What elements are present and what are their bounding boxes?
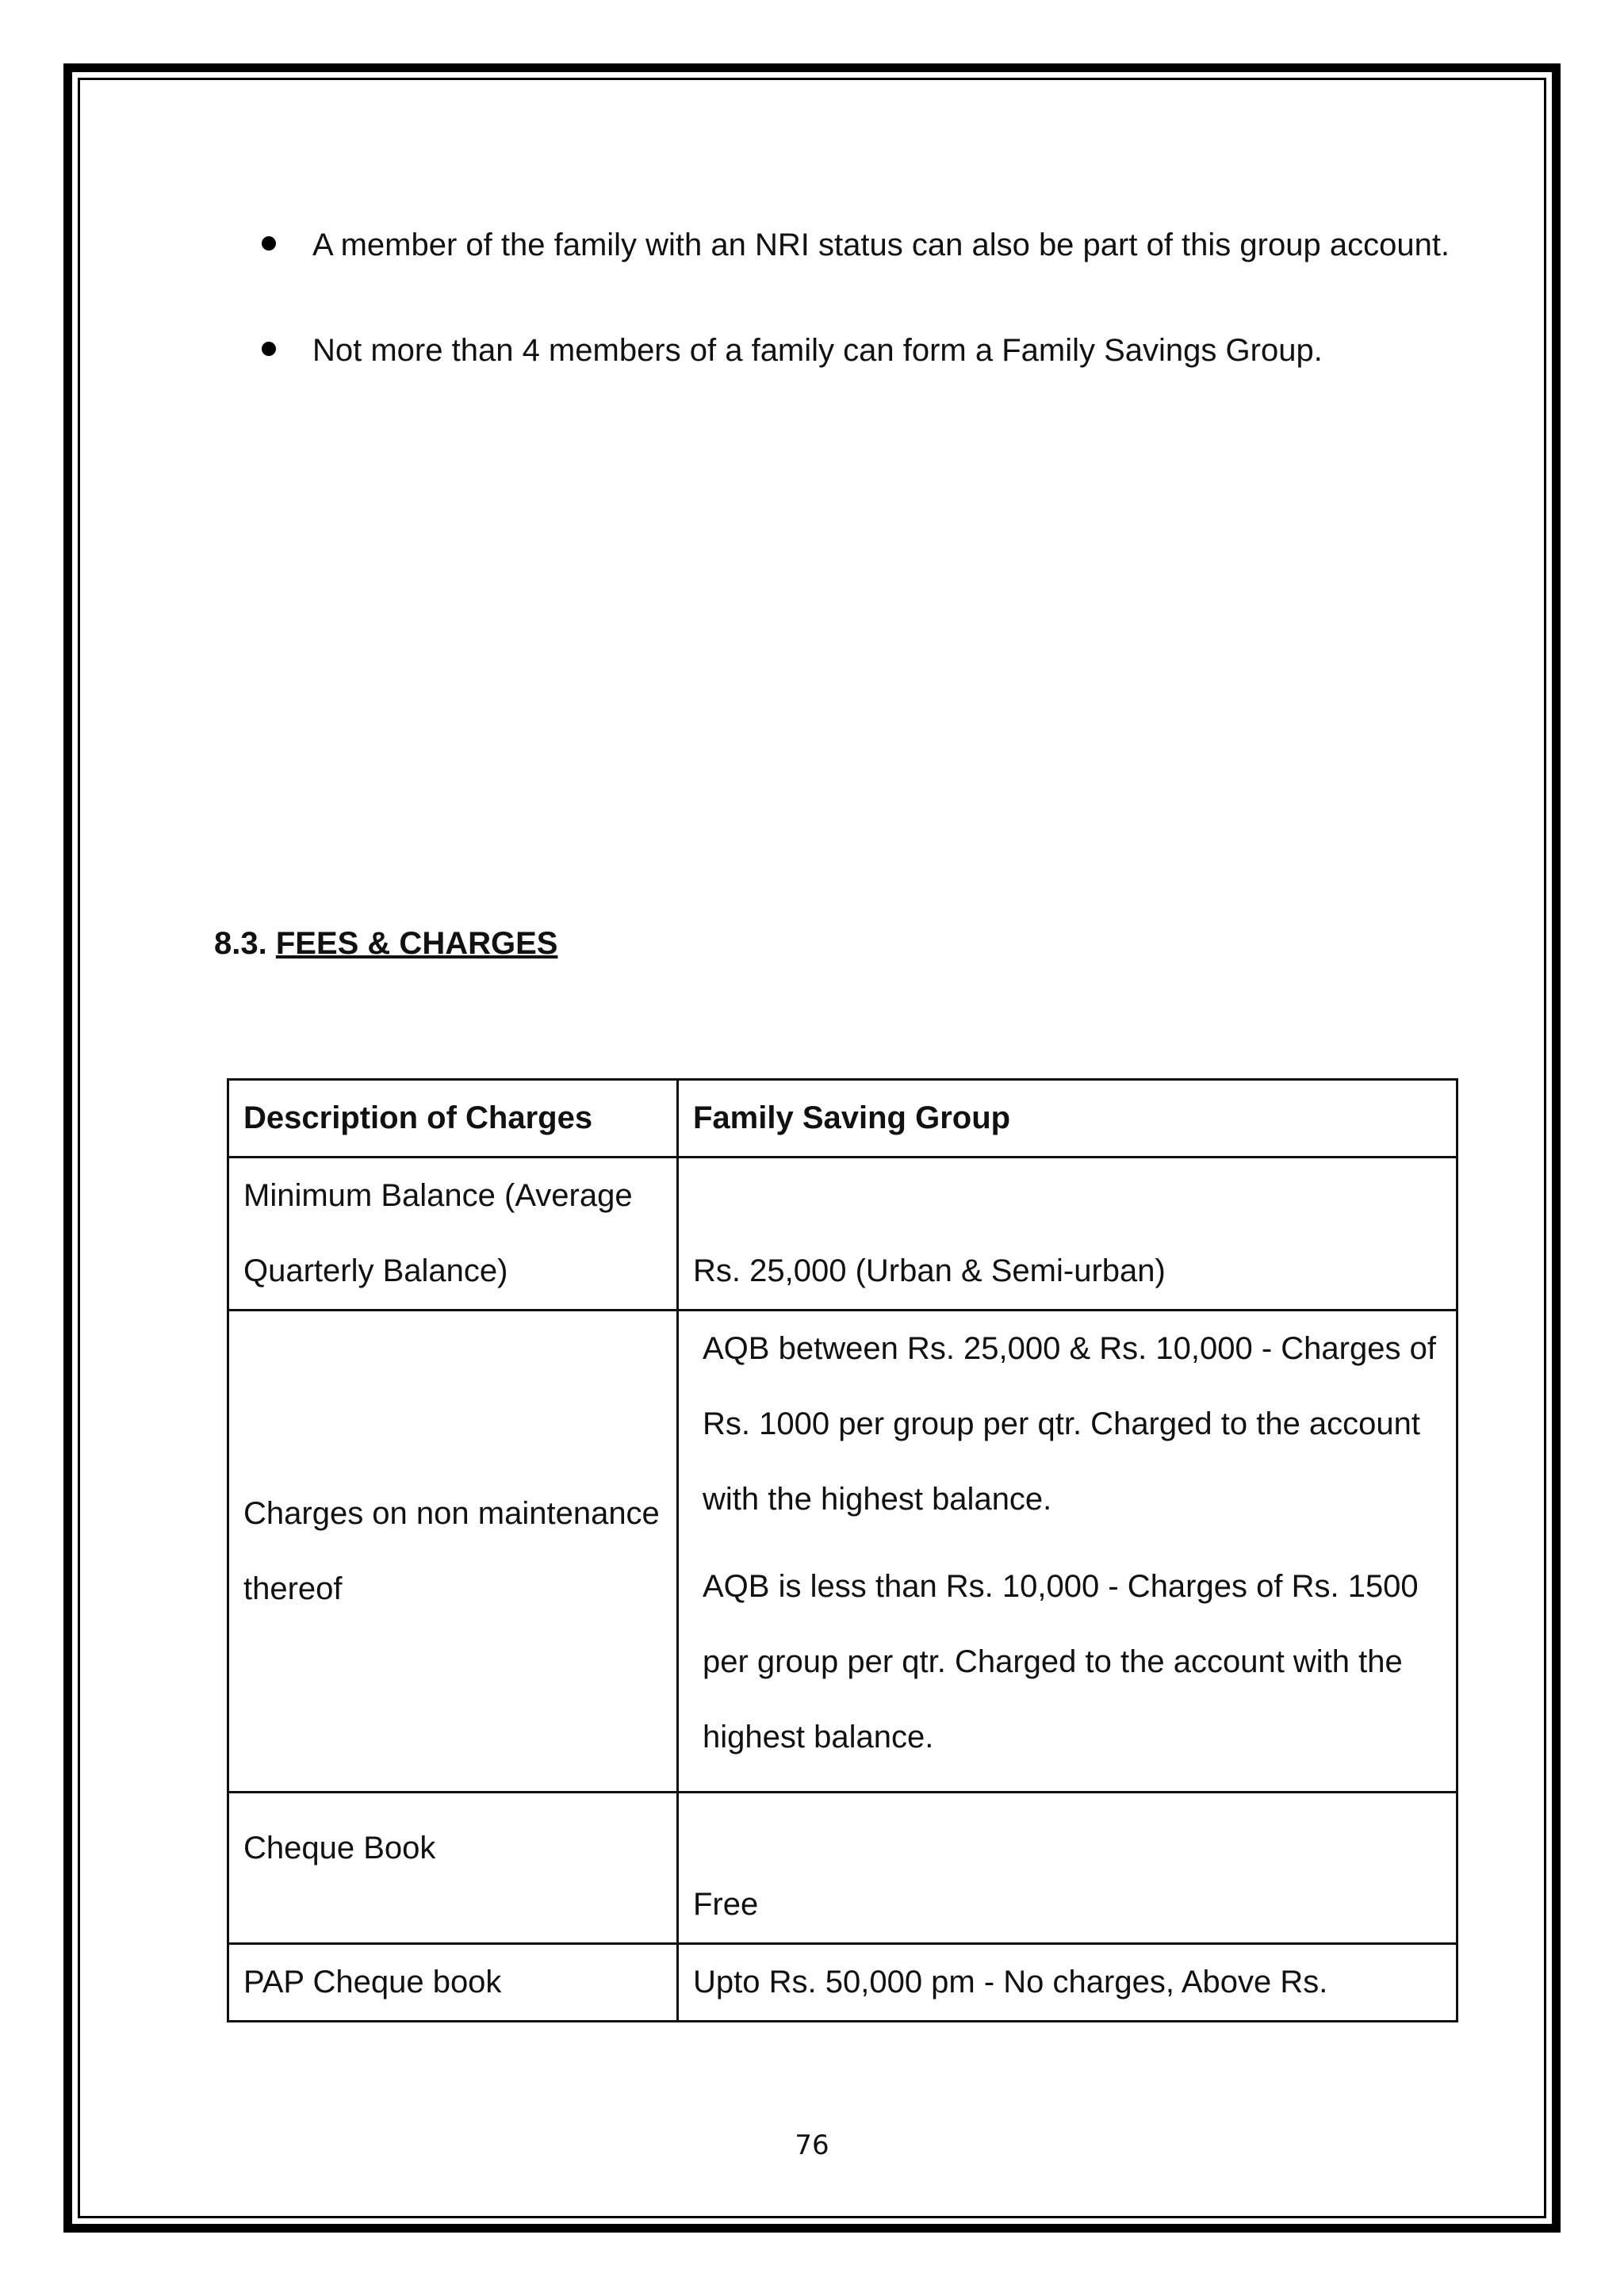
fees-table [227,1078,1458,2022]
value-paragraph: AQB is less than Rs. 10,000 - Charges of Rs. 1500 per group per qtr. Charged to the account with the highest balance. [703,1569,1419,1755]
table-header-row [228,1080,1457,1158]
table-row [228,1944,1457,2022]
section-number: 8.3. [214,926,267,961]
cell-value: Upto Rs. 50,000 pm - No charges, Above Rs. [678,1944,1457,2022]
value-paragraph: AQB between Rs. 25,000 & Rs. 10,000 - Charges of Rs. 1000 per group per qtr. Charged to the account with the highest balance. [703,1331,1436,1517]
header-description: Description of Charges [228,1080,678,1158]
cell-value [678,1311,1457,1793]
section-title: FEES & CHARGES [275,926,558,961]
bullet-dot-icon [262,342,276,356]
bullet-item [262,313,1451,388]
cell-description: Cheque Book [228,1793,678,1944]
bullet-item [262,208,1451,283]
page-number: 76 [795,2130,829,2161]
cell-description: Charges on non maintenance thereof [228,1311,678,1793]
cell-value: Free [678,1793,1457,1944]
bullet-text: Not more than 4 members of a family can form a Family Savings Group. [312,333,1323,368]
table-row [228,1158,1457,1311]
table-row [228,1793,1457,1944]
bullet-dot-icon [262,236,276,251]
bullet-text: A member of the family with an NRI status can also be part of this group account. [312,228,1450,262]
table-row [228,1311,1457,1793]
cell-description: Minimum Balance (Average Quarterly Balance) [228,1158,678,1311]
cell-value: Rs. 25,000 (Urban & Semi-urban) [678,1158,1457,1311]
section-heading [214,920,557,967]
header-family-saving-group: Family Saving Group [678,1080,1457,1158]
bullet-list [262,208,1451,388]
cell-description: PAP Cheque book [228,1944,678,2022]
